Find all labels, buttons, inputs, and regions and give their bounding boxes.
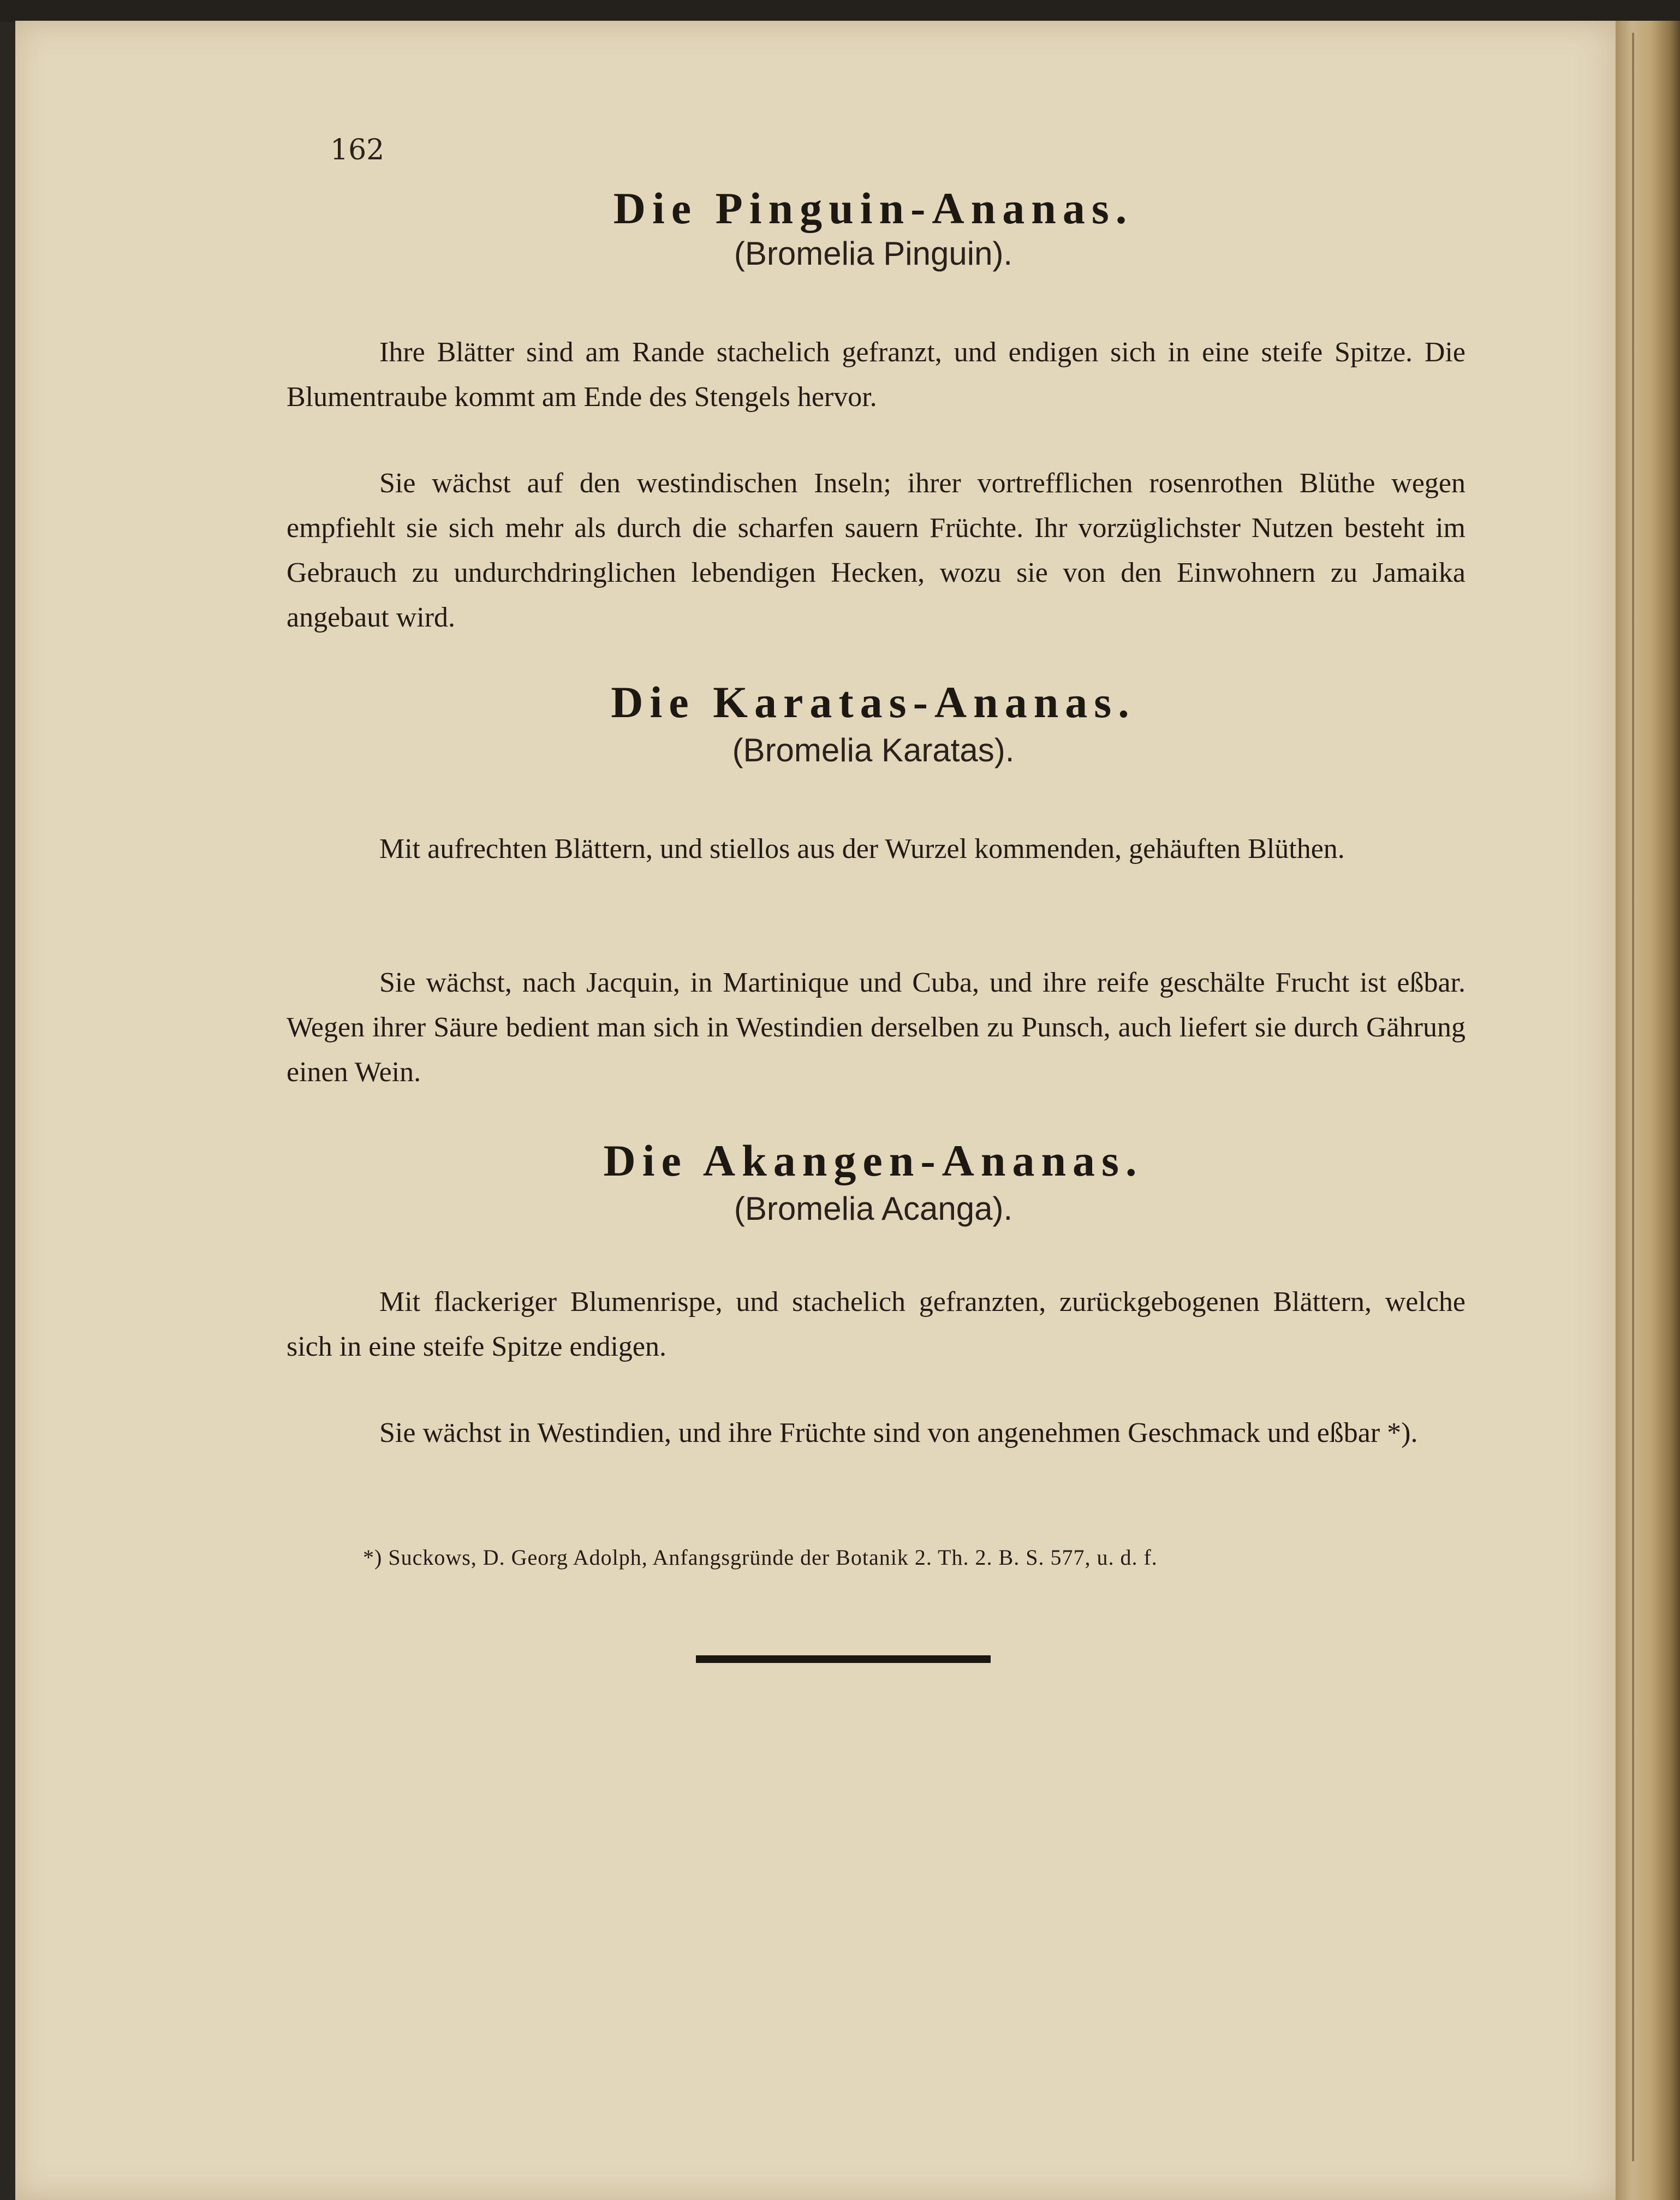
paragraph-karatas-habitat: Sie wächst, nach Jacquin, in Martinique und Cuba, und ihre reife geschälte Frucht ist eßbar. Wegen ihrer Säure bedient man sich in Westindien derselben zu Punsch, auch liefert sie durch Gährung einen Wein. bbox=[287, 967, 1465, 1088]
page-number: 162 bbox=[330, 134, 385, 166]
paragraph-akangen-description: Mit flackeriger Blumenrispe, und stachelich gefranzten, zurückgebogenen Blättern, welche sich in eine steife Spitze endigen. bbox=[287, 1286, 1465, 1362]
section-latin-akangen: (Bromelia Acanga). bbox=[734, 1190, 1013, 1227]
section-latin-pinguin: (Bromelia Pinguin). bbox=[734, 235, 1013, 272]
section-title-akangen: Die Akangen-Ananas. bbox=[603, 1136, 1143, 1185]
section-title-pinguin: Die Pinguin-Ananas. bbox=[613, 183, 1134, 233]
end-rule bbox=[696, 1655, 991, 1663]
section-latin-karatas: (Bromelia Karatas). bbox=[732, 732, 1015, 768]
spine-binding-line bbox=[1632, 33, 1634, 2161]
paragraph-akangen-habitat: Sie wächst in Westindien, und ihre Früchte sind von angenehmen Geschmack und eßbar *). bbox=[379, 1417, 1418, 1448]
section-title-karatas: Die Karatas-Ananas. bbox=[611, 677, 1136, 727]
paragraph-karatas-description: Mit aufrechten Blättern, und stiellos aus der Wurzel kommenden, gehäuften Blüthen. bbox=[379, 833, 1345, 865]
paragraph-pinguin-habitat: Sie wächst auf den westindischen Inseln; ihrer vortrefflichen rosenrothen Blüthe wegen empfiehlt sie sich mehr als durch die scharfen sauern Früchte. Ihr vorzüglichster Nutzen besteht im Gebrauch zu undurchdringlichen lebendigen Hecken, wozu sie von den Einwohnern zu Jamaika angebaut wird. bbox=[287, 468, 1465, 633]
scan-top-edge bbox=[0, 0, 1680, 22]
footnote: *) Suckows, D. Georg Adolph, Anfangsgründe der Botanik 2. Th. 2. B. S. 577, u. d. f. bbox=[363, 1545, 1158, 1570]
book-spine bbox=[1616, 21, 1680, 2200]
paragraph-pinguin-description: Ihre Blätter sind am Rande stachelich gefranzt, und endigen sich in eine steife Spitze. Die Blumentraube kommt am Ende des Stengels hervor. bbox=[287, 337, 1465, 413]
